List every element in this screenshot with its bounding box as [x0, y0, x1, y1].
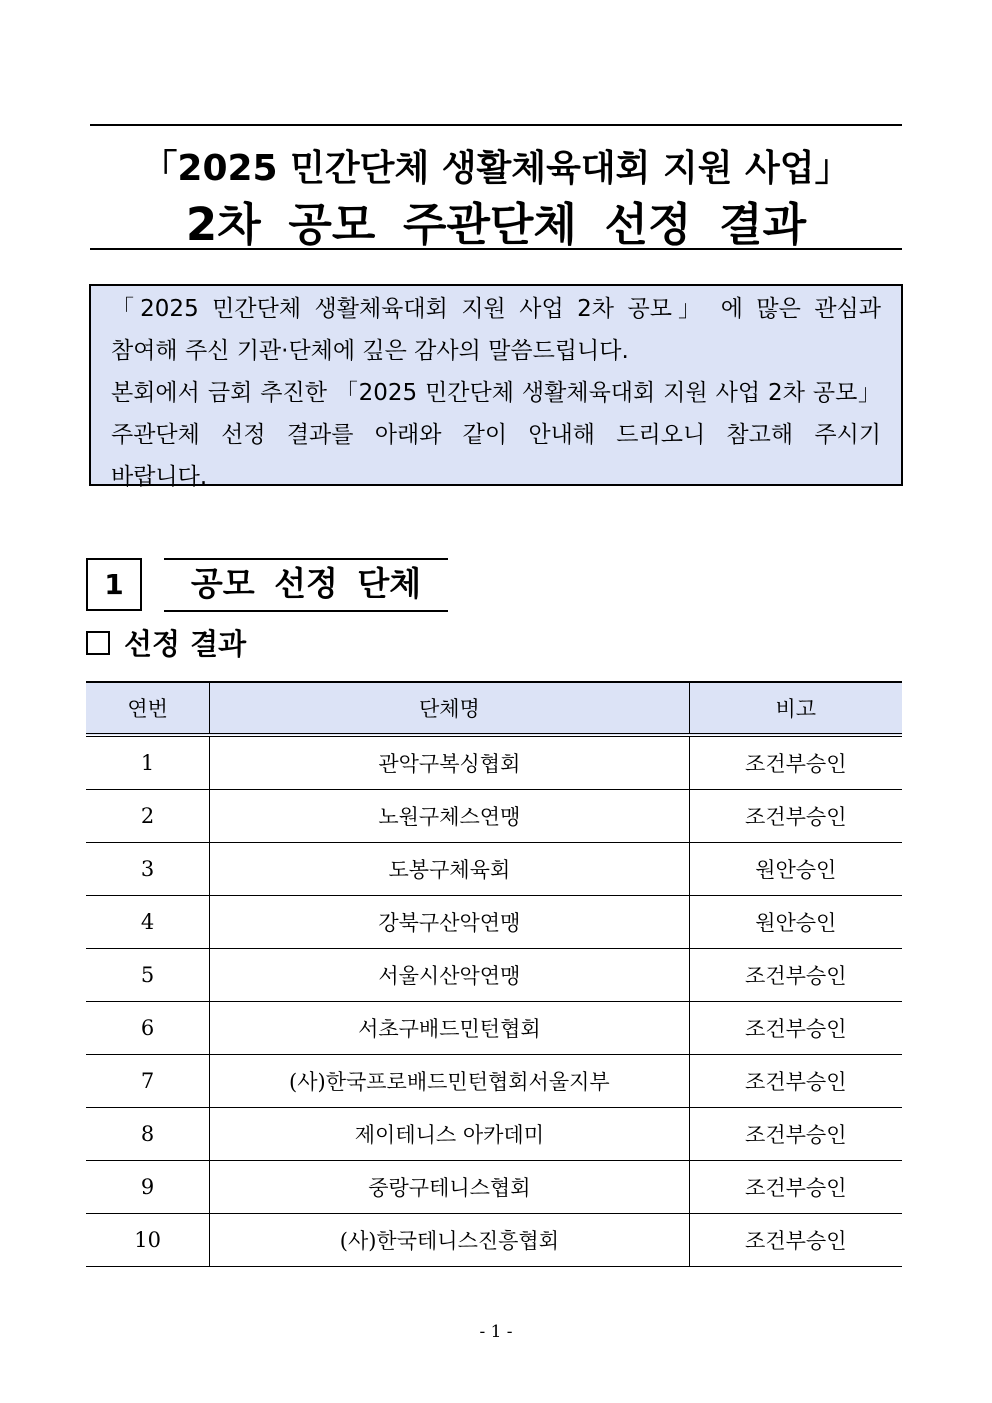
table-header-row: [86, 682, 902, 735]
row-number: 7: [86, 1055, 210, 1108]
notice-box: [89, 284, 903, 490]
row-number: 1: [86, 735, 210, 790]
table-row: [86, 1055, 902, 1108]
notice-line: 바랍니다.: [111, 464, 208, 490]
row-org-name: 강북구산악연맹: [210, 896, 689, 949]
row-remarks: 조건부승인: [689, 1002, 902, 1055]
row-remarks: 조건부승인: [689, 1055, 902, 1108]
row-remarks: 조건부승인: [689, 1108, 902, 1161]
table-row: [86, 1002, 902, 1055]
header-number: 연번: [86, 682, 210, 735]
table-row: [86, 896, 902, 949]
row-remarks: 조건부승인: [689, 949, 902, 1002]
row-org-name: 제이테니스 아카데미: [210, 1108, 689, 1161]
table-row: [86, 1161, 902, 1214]
row-number: 10: [86, 1214, 210, 1267]
page-number: - 1 -: [479, 1322, 513, 1342]
row-org-name: 중랑구테니스협회: [210, 1161, 689, 1214]
notice-line: 참여해 주신 기관·단체에 깊은 감사의 말씀드립니다.: [111, 338, 629, 364]
row-remarks: 원안승인: [689, 896, 902, 949]
header-org-name: 단체명: [210, 682, 689, 735]
row-remarks: 원안승인: [689, 843, 902, 896]
table-row: [86, 949, 902, 1002]
row-number: 3: [86, 843, 210, 896]
table-row: [86, 843, 902, 896]
row-number: 9: [86, 1161, 210, 1214]
row-remarks: 조건부승인: [689, 1161, 902, 1214]
results-table: [86, 681, 902, 1267]
section-title: 공모 선정 단체: [164, 558, 448, 612]
row-org-name: 관악구복싱협회: [210, 735, 689, 790]
notice-line: 본회에서 금회 추진한 「2025 민간단체 생활체육대회 지원 사업 2차 공모」: [111, 380, 881, 406]
checkbox-square-icon: [86, 631, 110, 655]
header-remarks: 비고: [689, 682, 902, 735]
title-block: [90, 124, 902, 250]
row-org-name: 노원구체스연맹: [210, 790, 689, 843]
table-row: [86, 1108, 902, 1161]
row-org-name: (사)한국프로배드민턴협회서울지부: [210, 1055, 689, 1108]
page-title: 「2025 민간단체 생활체육대회 지원 사업」: [141, 148, 851, 189]
row-remarks: 조건부승인: [689, 1214, 902, 1267]
row-org-name: 서초구배드민턴협회: [210, 1002, 689, 1055]
table-row: [86, 1214, 902, 1267]
notice-line: 「2025 민간단체 생활체육대회 지원 사업 2차 공모」 에 많은 관심과: [111, 296, 881, 322]
subsection-title: 선정 결과: [124, 627, 247, 661]
row-number: 6: [86, 1002, 210, 1055]
subsection-heading: [86, 622, 246, 663]
row-remarks: 조건부승인: [689, 790, 902, 843]
notice-line: 주관단체 선정 결과를 아래와 같이 안내해 드리오니 참고해 주시기: [111, 422, 881, 448]
row-number: 8: [86, 1108, 210, 1161]
row-remarks: 조건부승인: [689, 735, 902, 790]
row-number: 4: [86, 896, 210, 949]
section-number: 1: [86, 558, 142, 611]
row-number: 2: [86, 790, 210, 843]
row-org-name: 도봉구체육회: [210, 843, 689, 896]
table-row: [86, 735, 902, 790]
table-row: [86, 790, 902, 843]
page-subtitle: 2차 공모 주관단체 선정 결과: [185, 198, 807, 251]
row-number: 5: [86, 949, 210, 1002]
row-org-name: (사)한국테니스진흥협회: [210, 1214, 689, 1267]
row-org-name: 서울시산악연맹: [210, 949, 689, 1002]
